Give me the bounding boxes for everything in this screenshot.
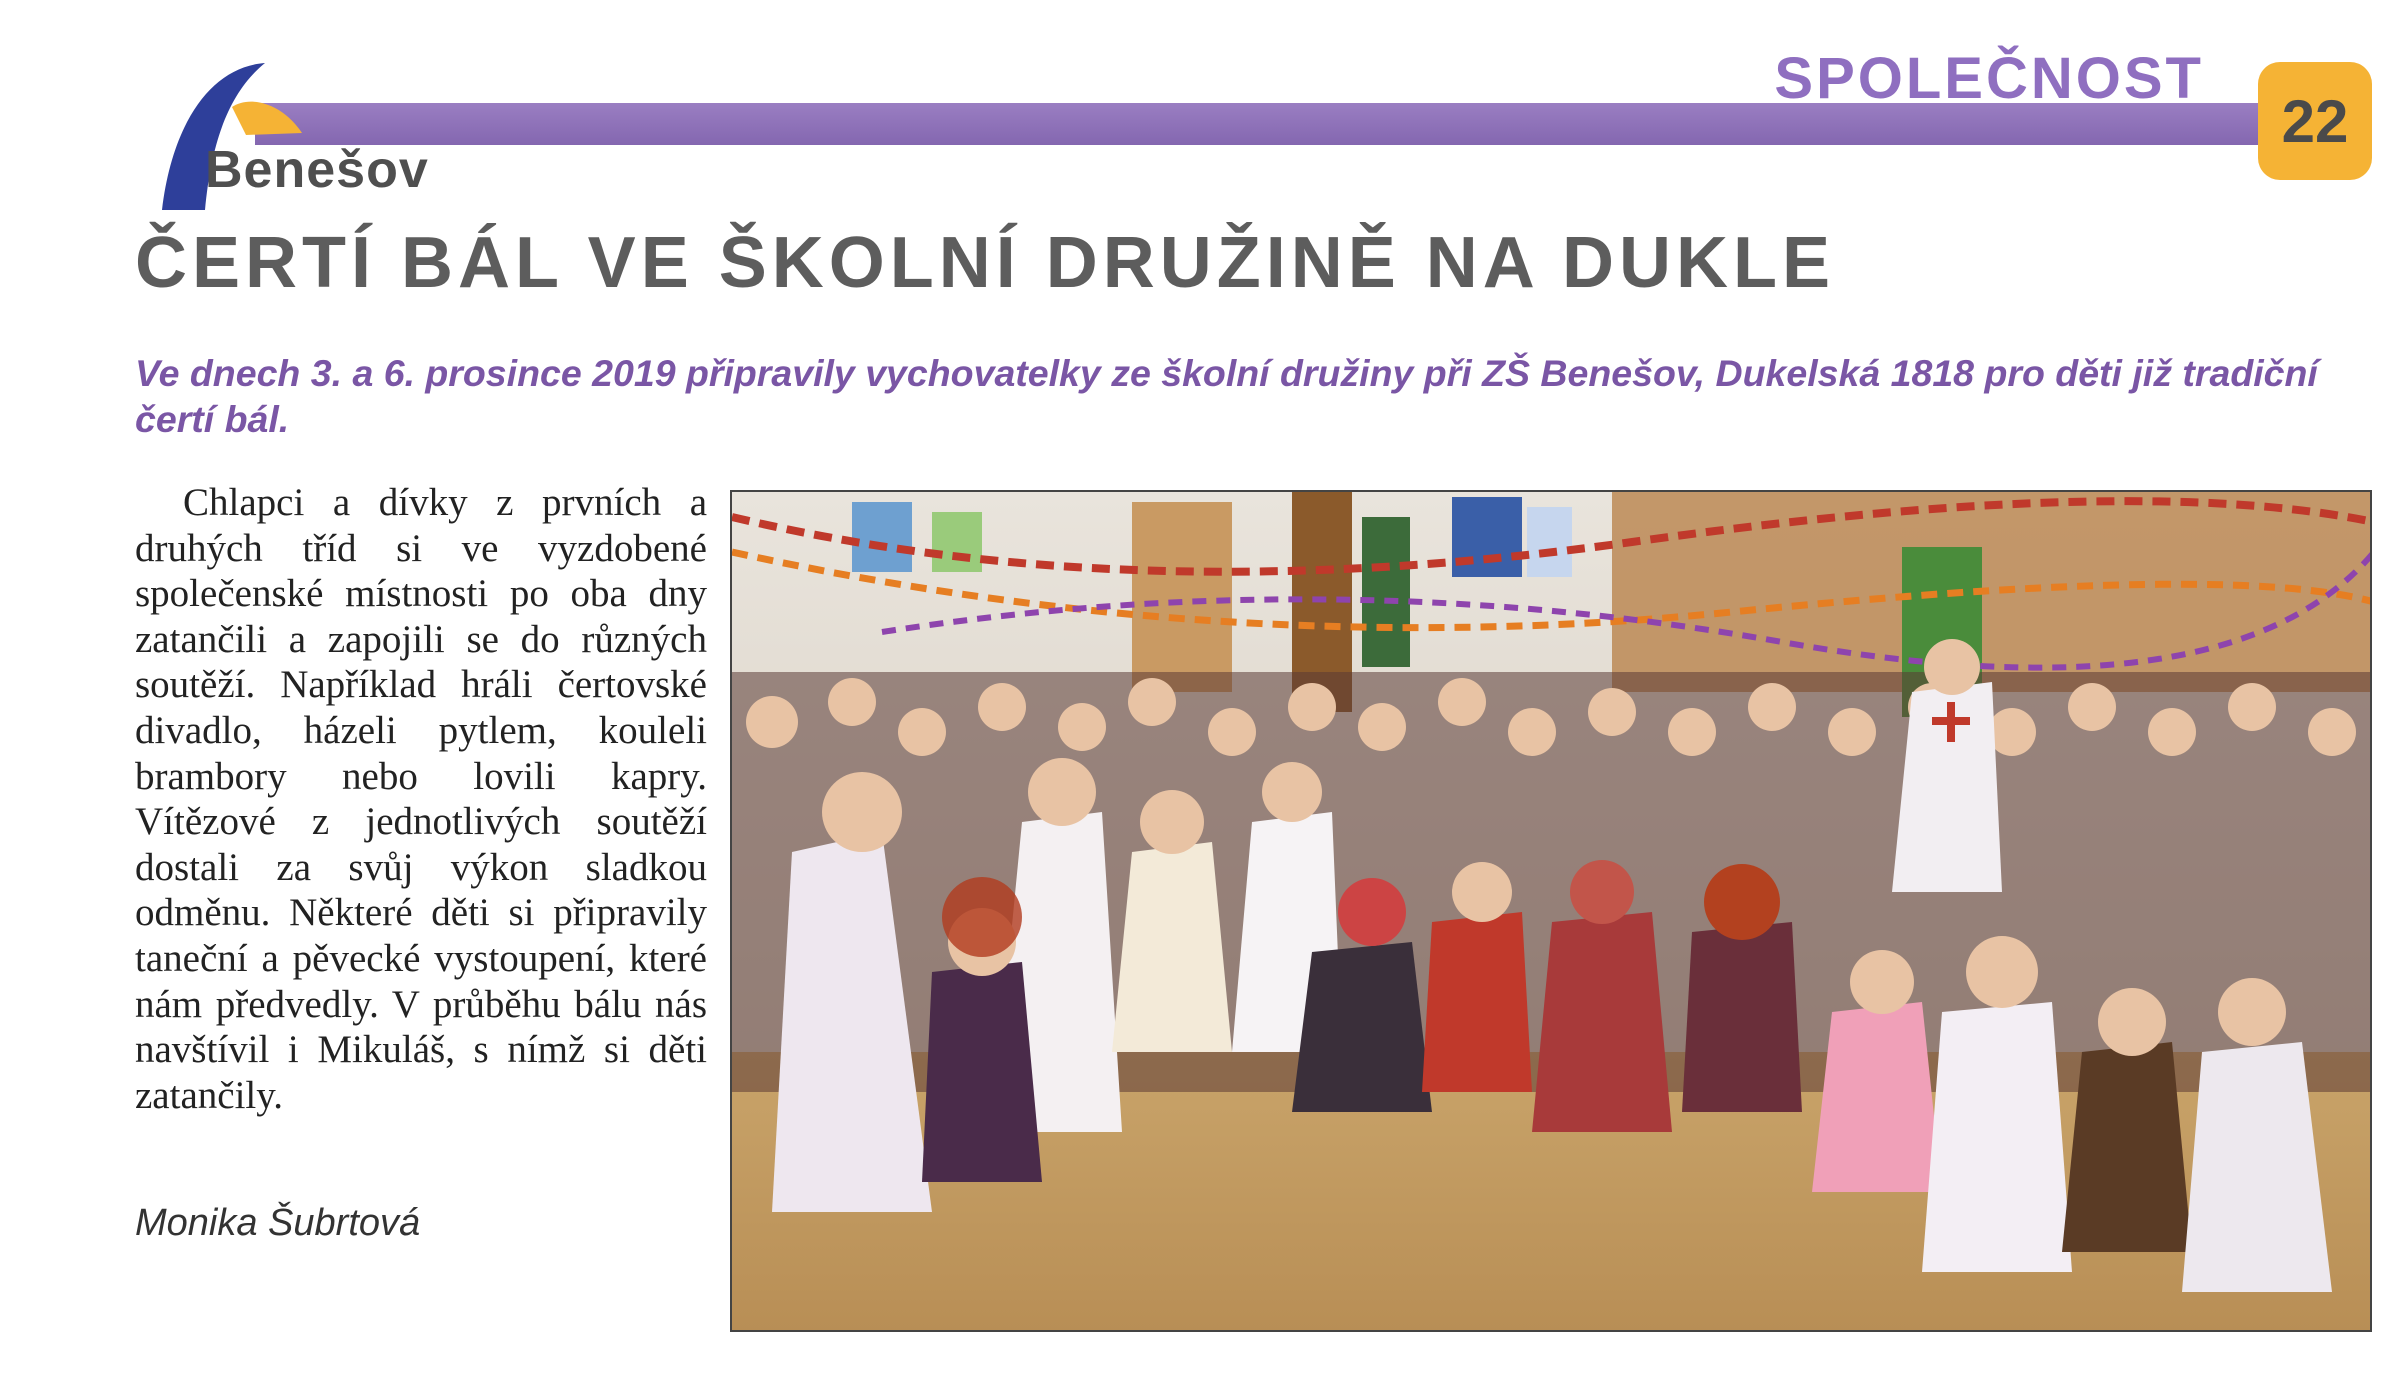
article-title: ČERTÍ BÁL VE ŠKOLNÍ DRUŽINĚ NA DUKLE <box>135 223 1836 303</box>
page-number: 22 <box>2281 87 2349 155</box>
article-author: Monika Šubrtová <box>135 1202 421 1244</box>
article-photo <box>730 490 2372 1332</box>
article-body: Chlapci a dívky z prvních a druhých tříd si ve vyzdobené společenské místnosti po oba dny zatančili a zapojili se do různých soutěží. Například hráli čertovské divadlo, házeli pytlem, kouleli brambory nebo lovili kapry. Vítězové z jednotlivých soutěží dostali za svůj výkon sladkou odměnu. Některé děti si připravily taneční a pěvecké vystoupení, které nám předvedly. V průběhu bálu nás navštívil i Mikuláš, s nímž si děti zatančily. <box>135 481 707 1117</box>
section-label: SPOLEČNOST <box>1774 46 2204 111</box>
page-number-badge <box>2258 62 2372 180</box>
article-lead: Ve dnech 3. a 6. prosince 2019 připravily vychovatelky ze školní družiny při ZŠ Benešov, Dukelská 1818 pro děti již tradiční čertí bál. <box>135 352 2318 440</box>
logo-text: Benešov <box>205 141 429 199</box>
